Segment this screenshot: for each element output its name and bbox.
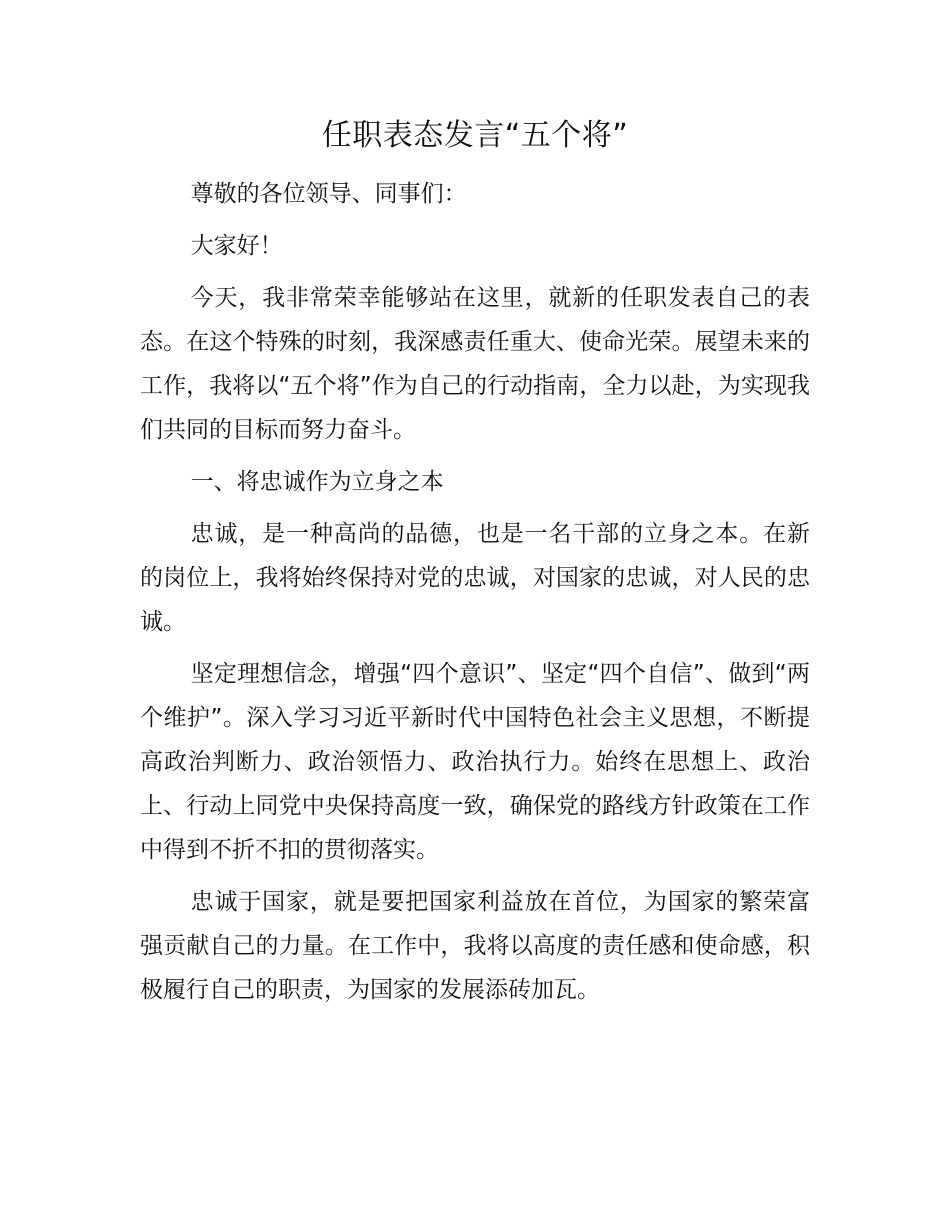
section-1-paragraph-2: 坚定理想信念，增强“四个意识”、坚定“四个自信”、做到“两个维护”。深入学习习近平新时代中国特色社会主义思想，不断提高政治判断力、政治领悟力、政治执行力。始终在思想上、政治上、行动上同党中央保持高度一致，确保党的路线方针政策在工作中得到不折不扣的贯彻落实。 <box>140 661 810 863</box>
greeting: 大家好！ <box>190 233 283 259</box>
document-title: 任职表态发言“五个将” <box>321 118 629 153</box>
section-1-paragraph-3: 忠诚于国家，就是要把国家利益放在首位，为国家的繁荣富强贡献自己的力量。在工作中，我将以高度的责任感和使命感，积极履行自己的职责，为国家的发展添砖加瓦。 <box>140 889 810 1003</box>
intro-paragraph: 今天，我非常荣幸能够站在这里，就新的任职发表自己的表态。在这个特殊的时刻，我深感责任重大、使命光荣。展望未来的工作，我将以“五个将”作为自己的行动指南，全力以赴，为实现我们共同的目标而努力奋斗。 <box>140 285 810 443</box>
salutation: 尊敬的各位领导、同事们： <box>190 181 467 207</box>
section-1-heading: 一、将忠诚作为立身之本 <box>190 469 444 495</box>
section-1-paragraph-1: 忠诚，是一种高尚的品德，也是一名干部的立身之本。在新的岗位上，我将始终保持对党的忠诚，对国家的忠诚，对人民的忠诚。 <box>140 521 810 635</box>
